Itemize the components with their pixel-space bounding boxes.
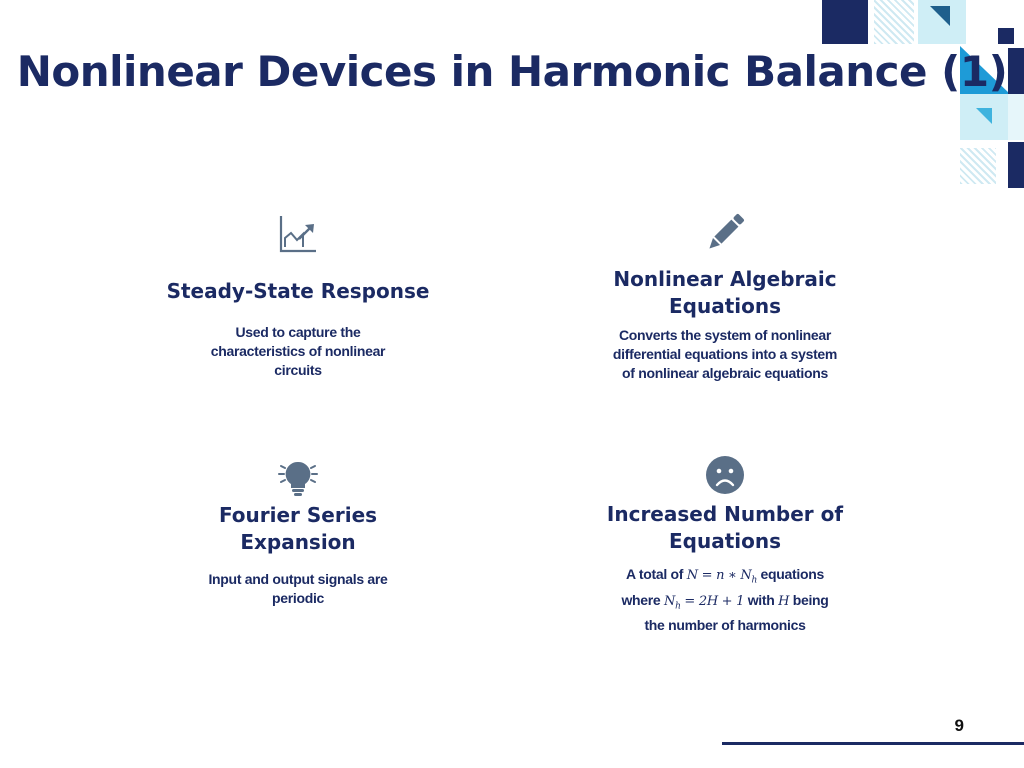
card-nonlinear-algebraic — [575, 212, 875, 383]
formula-h: H — [778, 593, 790, 609]
formula-total: N = n ∗ $N_h$ — [686, 568, 757, 586]
card-fourier-series — [148, 454, 448, 608]
page-number: 9 — [954, 716, 964, 735]
card-steady-state — [148, 214, 448, 380]
desc-text: A total of — [626, 566, 684, 582]
card-description — [605, 565, 845, 635]
page-title: Nonlinear Devices in Harmonic Balance (1) — [16, 47, 1008, 96]
card-increased-equations — [575, 455, 875, 635]
card-heading: Steady-State Response — [166, 279, 430, 303]
desc-text: the number of harmonics — [644, 617, 806, 634]
lightbulb-icon — [276, 454, 320, 498]
chart-growth-icon — [278, 214, 318, 254]
corner-hatch-top — [874, 0, 914, 44]
corner-right-cyan — [1008, 94, 1024, 140]
corner-triangle-top — [930, 6, 954, 30]
pencil-icon — [704, 212, 746, 254]
corner-navy-small — [998, 28, 1014, 44]
card-heading: Fourier Series Expansion — [218, 503, 378, 554]
card-heading: Nonlinear Algebraic Equations — [613, 267, 837, 318]
desc-text: equations — [760, 566, 824, 582]
desc-text: being — [792, 591, 829, 608]
corner-hatch-bottom — [960, 148, 996, 184]
card-heading: Increased Number of Equations — [606, 502, 844, 553]
corner-navy-bottom — [1008, 142, 1024, 188]
corner-navy-square — [822, 0, 868, 44]
desc-text: where — [621, 591, 661, 608]
corner-small-triangle — [976, 108, 994, 126]
card-description: Input and output signals are periodic — [208, 571, 388, 606]
formula-nh: $N_h = 2H + 1$ — [664, 593, 745, 612]
card-description: Used to capture the characteristics of nonlinear circuits — [210, 324, 386, 378]
sad-face-icon — [705, 455, 745, 495]
footer-divider — [722, 742, 1024, 745]
card-description: Converts the system of nonlinear differential equations into a system of nonlinear algebraic equations — [612, 327, 838, 381]
desc-text: with — [747, 591, 775, 608]
